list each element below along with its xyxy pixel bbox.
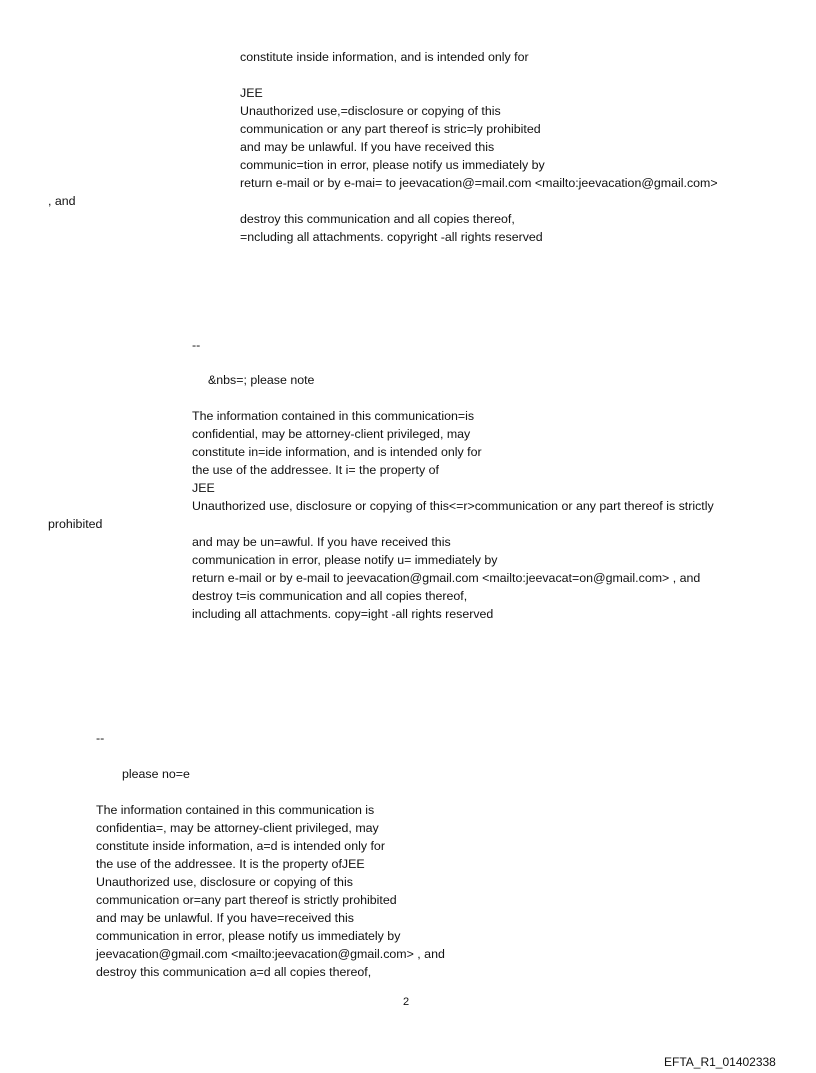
- block1-line-9: destroy this communication and all copies thereof,: [240, 212, 515, 226]
- block2-note: &nbs=; please note: [208, 373, 315, 387]
- document-id: EFTA_R1_01402338: [664, 1055, 776, 1069]
- block2-line-7: prohibited: [48, 517, 103, 531]
- block3-note: please no=e: [122, 767, 190, 781]
- block2-line-3: constitute in=ide information, and is intended only for: [192, 445, 482, 459]
- block1-line-7: return e-mail or by e-mai= to jeevacation@=mail.com <mailto:jeevacation@gmail.com>: [240, 176, 718, 190]
- block1-line-5: and may be unlawful. If you have received this: [240, 140, 495, 154]
- block3-line-2: confidentia=, may be attorney-client privileged, may: [96, 821, 379, 835]
- block1-line-4: communication or any part thereof is stric=ly prohibited: [240, 122, 541, 136]
- block1-line-3: Unauthorized use,=disclosure or copying of this: [240, 104, 501, 118]
- block2-line-4: the use of the addressee. It i= the property of: [192, 463, 439, 477]
- block1-line-8: , and: [48, 194, 76, 208]
- block3-line-4: the use of the addressee. It is the property ofJEE: [96, 857, 365, 871]
- block2-line-10: return e-mail or by e-mail to jeevacation@gmail.com <mailto:jeevacat=on@gmail.com> , and: [192, 571, 701, 585]
- block1-line-1: constitute inside information, and is intended only for: [240, 50, 529, 64]
- page-number: 2: [403, 996, 410, 1008]
- block3-separator: --: [96, 731, 105, 745]
- block2-line-6: Unauthorized use, disclosure or copying of this<=r>communication or any part thereof is strictly: [192, 499, 714, 513]
- block2-line-8: and may be un=awful. If you have received this: [192, 535, 451, 549]
- block2-line-11: destroy t=is communication and all copies thereof,: [192, 589, 468, 603]
- block2-line-12: including all attachments. copy=ight -all rights reserved: [192, 607, 494, 621]
- block2-line-5: JEE: [192, 481, 215, 495]
- block3-line-5: Unauthorized use, disclosure or copying of this: [96, 875, 353, 889]
- block3-line-1: The information contained in this communication is: [96, 803, 375, 817]
- block3-line-10: destroy this communication a=d all copies thereof,: [96, 965, 372, 979]
- block1-line-6: communic=tion in error, please notify us immediately by: [240, 158, 545, 172]
- block3-line-6: communication or=any part thereof is strictly prohibited: [96, 893, 397, 907]
- block1-line-2: JEE: [240, 86, 263, 100]
- block3-line-3: constitute inside information, a=d is intended only for: [96, 839, 385, 853]
- block3-line-8: communication in error, please notify us immediately by: [96, 929, 401, 943]
- block2-line-9: communication in error, please notify u= immediately by: [192, 553, 498, 567]
- block2-line-1: The information contained in this communication=is: [192, 409, 475, 423]
- block3-line-7: and may be unlawful. If you have=received this: [96, 911, 354, 925]
- block2-line-2: confidential, may be attorney-client privileged, may: [192, 427, 471, 441]
- block1-line-10: =ncluding all attachments. copyright -all rights reserved: [240, 230, 543, 244]
- block2-separator: --: [192, 338, 201, 352]
- block3-line-9: jeevacation@gmail.com <mailto:jeevacation@gmail.com> , and: [96, 947, 445, 961]
